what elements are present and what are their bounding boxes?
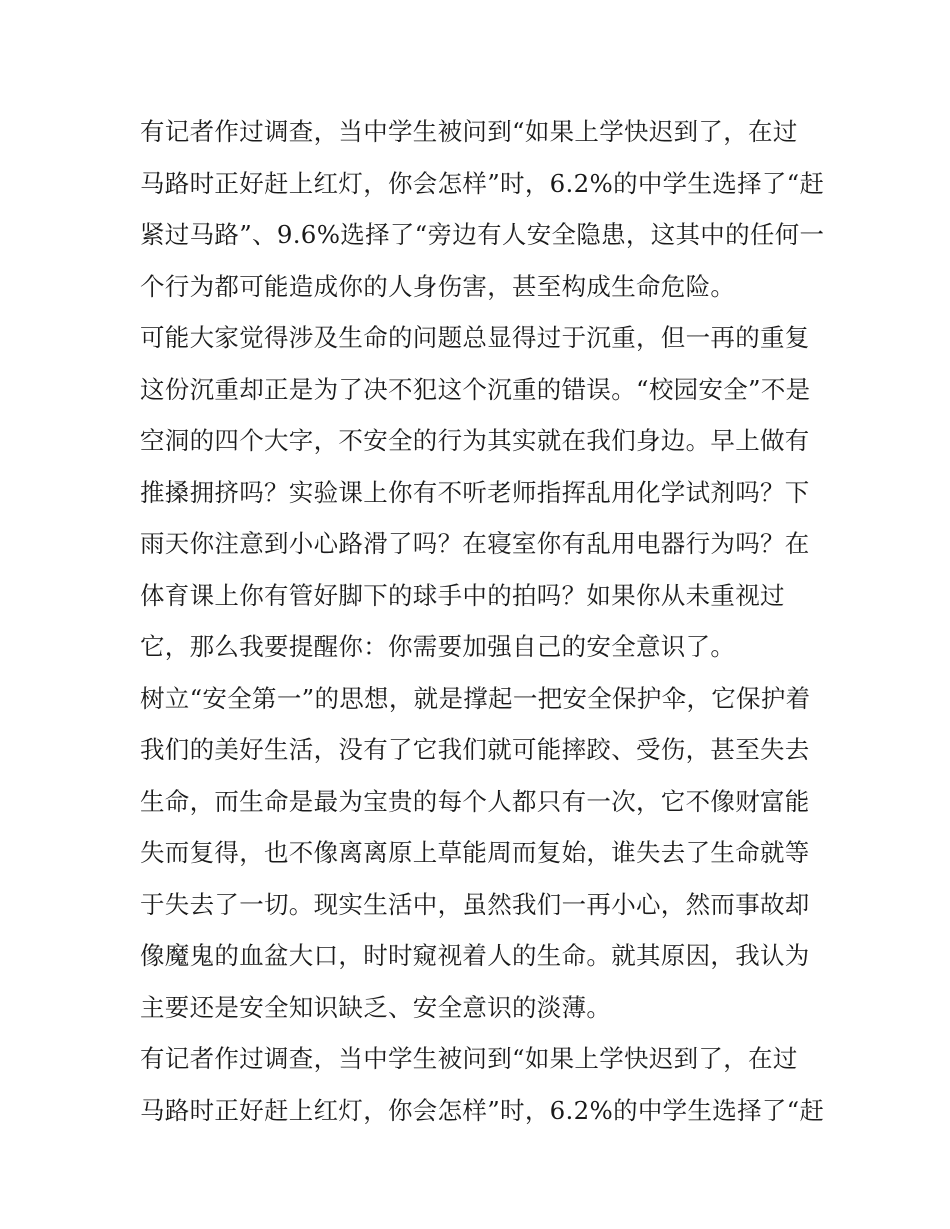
text-line: 有记者作过调查，当中学生被问到“如果上学快迟到了，在过 xyxy=(140,1044,798,1073)
body-text xyxy=(140,106,825,1136)
text-line: 我们的美好生活，没有了它我们就可能摔跤、受伤，甚至失去 xyxy=(140,735,810,764)
text-line: 马路时正好赶上红灯，你会怎样”时，6.2%的中学生选择了“赶 xyxy=(140,168,825,198)
text-line: 它，那么我要提醒你：你需要加强自己的安全意识了。 xyxy=(140,632,736,661)
text-line: 失而复得，也不像离离原上草能周而复始，谁失去了生命就等 xyxy=(140,838,810,867)
text-line: 空洞的四个大字，不安全的行为其实就在我们身边。早上做有 xyxy=(140,426,810,455)
text-line: 个行为都可能造成你的人身伤害，甚至构成生命危险。 xyxy=(140,271,736,301)
text-line: 体育课上你有管好脚下的球手中的拍吗？如果你从未重视过 xyxy=(140,580,785,610)
text-line: 可能大家觉得涉及生命的问题总显得过于沉重，但一再的重复 xyxy=(140,323,810,352)
text-line: 马路时正好赶上红灯，你会怎样”时，6.2%的中学生选择了“赶 xyxy=(140,1095,825,1125)
text-line: 推搡拥挤吗？实验课上你有不听老师指挥乱用化学试剂吗？下 xyxy=(140,477,810,507)
text-line: 生命，而生命是最为宝贵的每个人都只有一次，它不像财富能 xyxy=(140,786,810,816)
text-line: 雨天你注意到小心路滑了吗？在寝室你有乱用电器行为吗？在 xyxy=(140,529,810,558)
text-line: 这份沉重却正是为了决不犯这个沉重的错误。“校园安全”不是 xyxy=(140,374,811,404)
text-line: 树立“安全第一”的思想，就是撑起一把安全保护伞，它保护着 xyxy=(140,683,811,713)
text-line: 紧过马路”、9.6%选择了“旁边有人安全隐患，这其中的任何一 xyxy=(140,220,825,249)
text-line: 像魔鬼的血盆大口，时时窥视着人的生命。就其原因，我认为 xyxy=(140,941,810,970)
text-line: 于失去了一切。现实生活中，虽然我们一再小心，然而事故却 xyxy=(140,889,810,919)
text-line: 主要还是安全知识缺乏、安全意识的淡薄。 xyxy=(140,992,612,1022)
text-line: 有记者作过调查，当中学生被问到“如果上学快迟到了，在过 xyxy=(140,117,798,146)
